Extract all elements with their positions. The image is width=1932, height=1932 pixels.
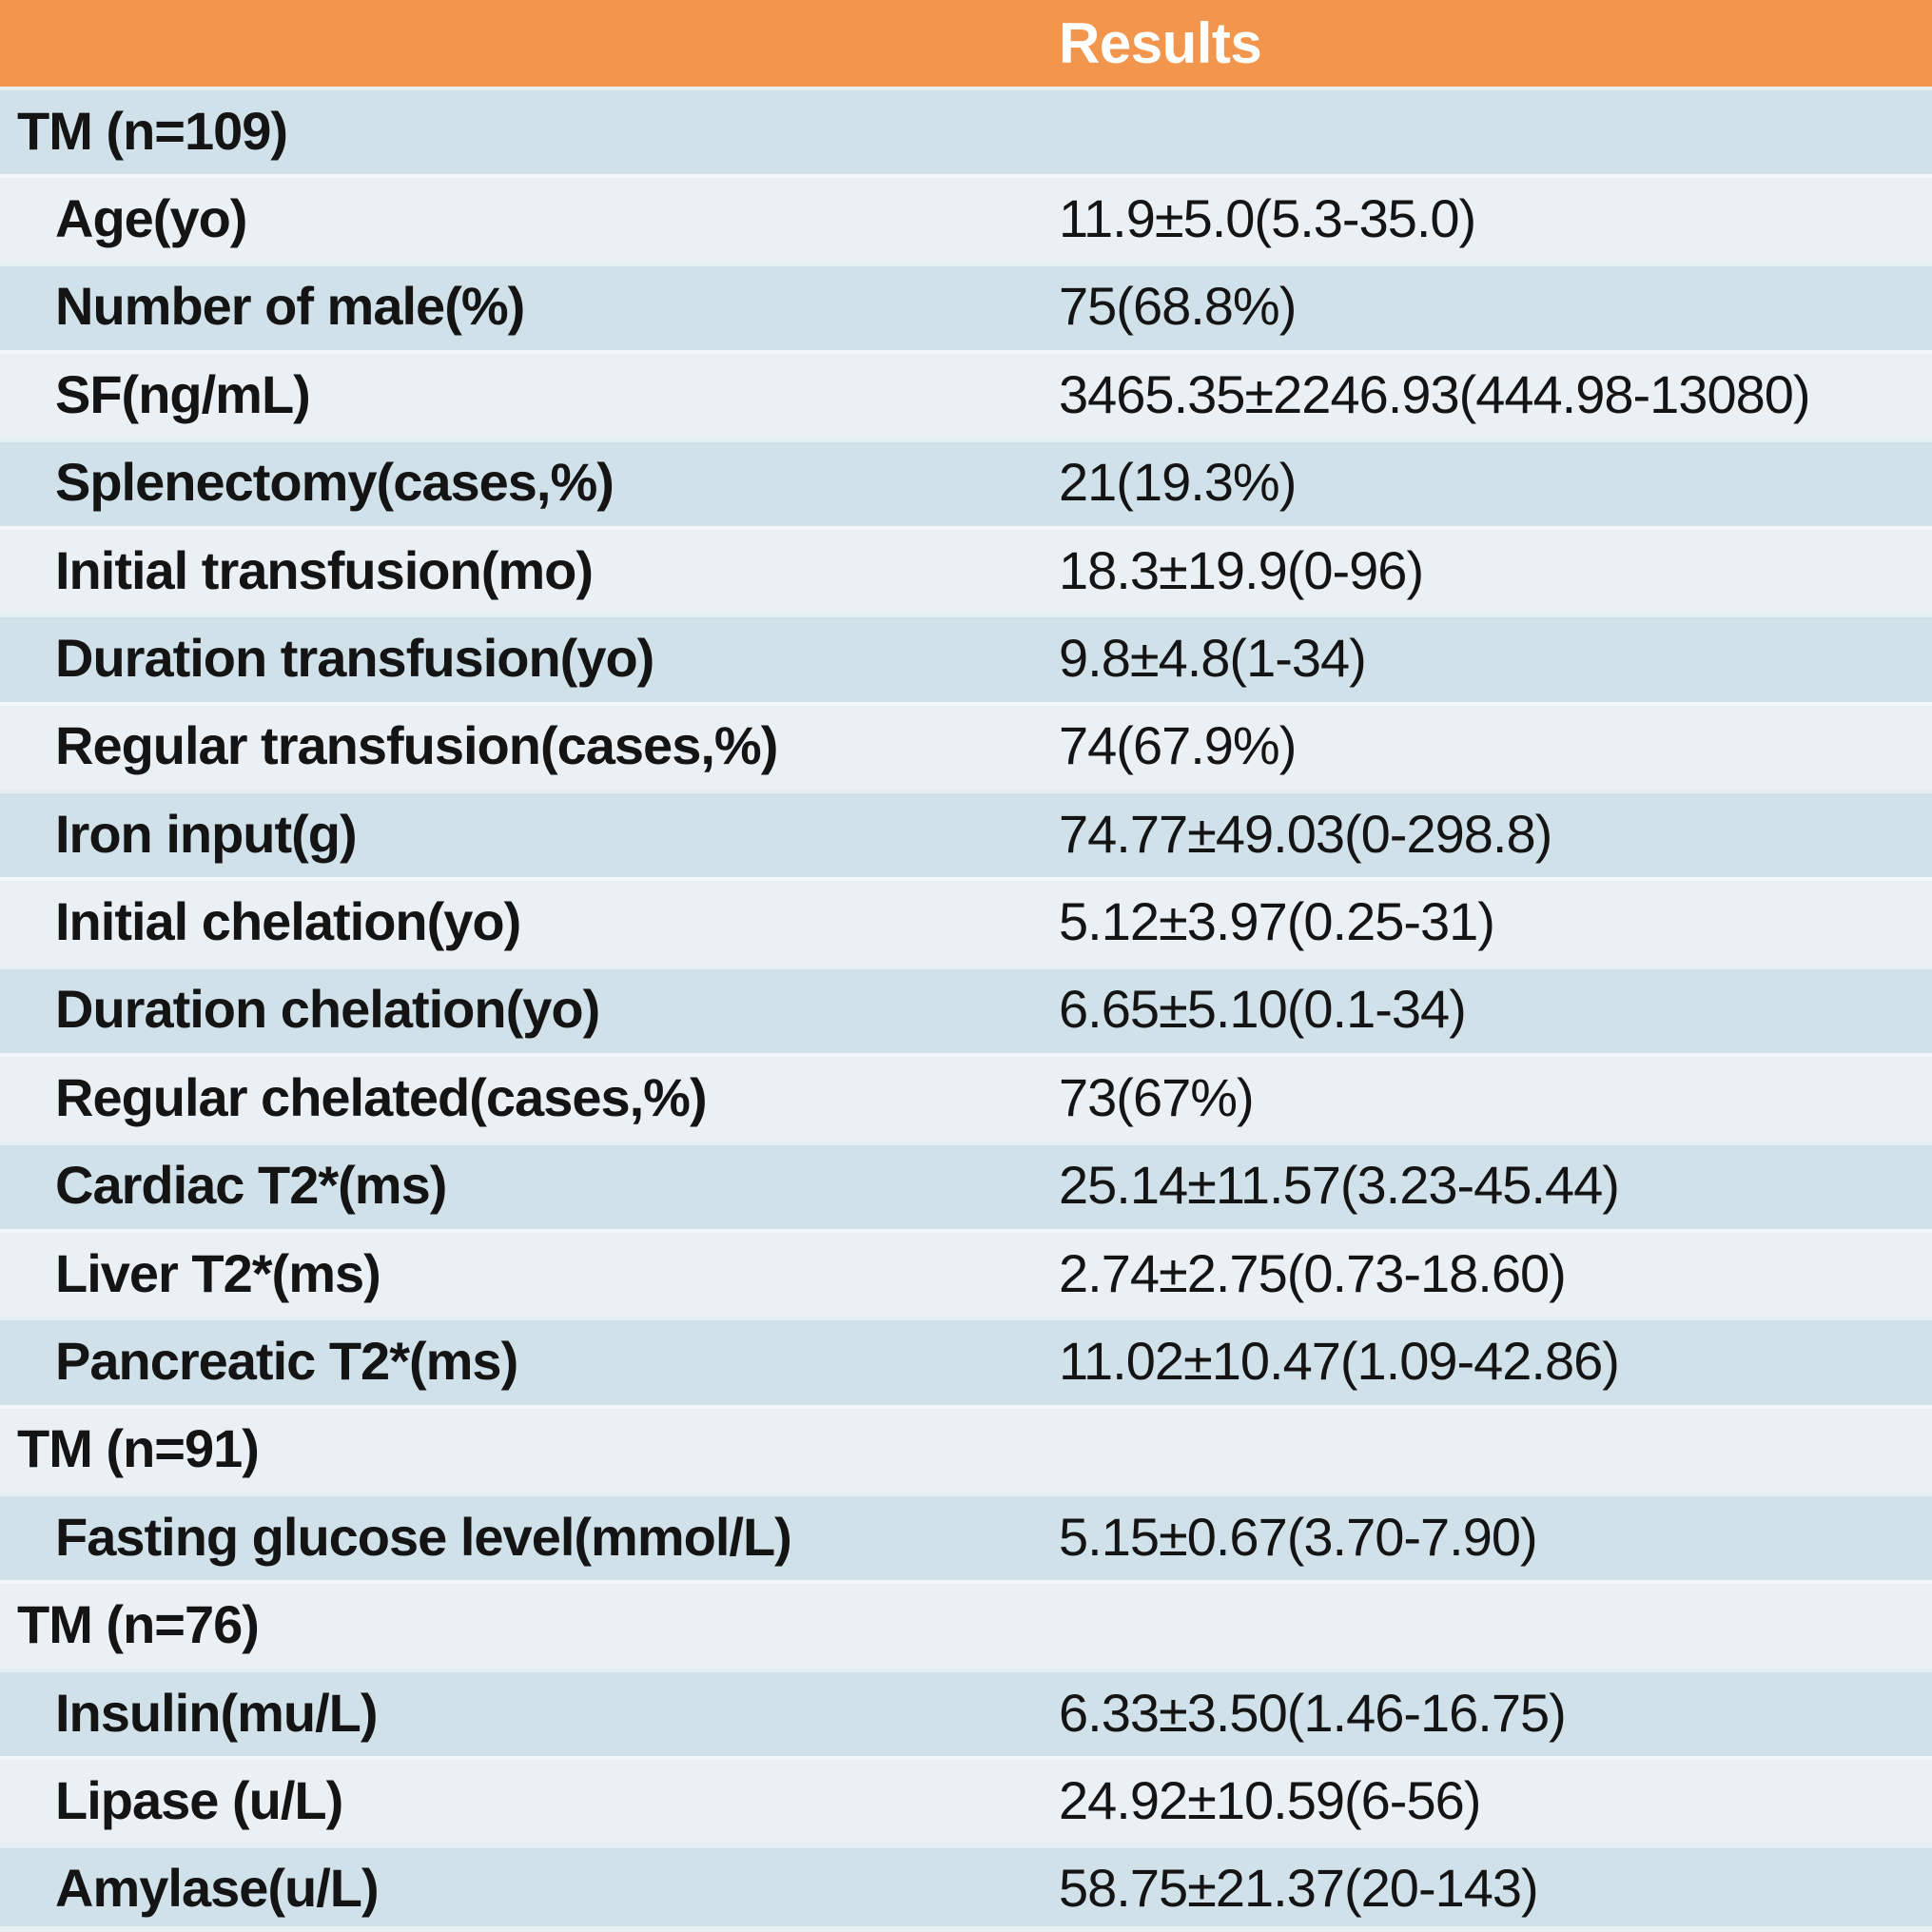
table-row	[0, 966, 1932, 1053]
row-label: Number of male(%)	[55, 276, 525, 337]
row-value: 73(67%)	[1059, 1066, 1254, 1127]
row-value: 2.74±2.75(0.73-18.60)	[1059, 1242, 1566, 1303]
row-value: 25.14±11.57(3.23-45.44)	[1059, 1155, 1619, 1216]
row-label: Pancreatic T2*(ms)	[55, 1331, 518, 1392]
table-row	[0, 702, 1932, 790]
row-label: Liver T2*(ms)	[55, 1242, 381, 1303]
table-row	[0, 1669, 1932, 1756]
row-label: Iron input(g)	[55, 803, 357, 864]
row-value: 11.02±10.47(1.09-42.86)	[1059, 1331, 1619, 1392]
row-value: 9.8±4.8(1-34)	[1059, 627, 1366, 688]
table-row	[0, 1317, 1932, 1404]
row-value: 74.77±49.03(0-298.8)	[1059, 803, 1552, 864]
row-value: 58.75±21.37(20-143)	[1059, 1858, 1538, 1919]
row-label: SF(ng/mL)	[55, 363, 310, 424]
table-row	[0, 1142, 1932, 1229]
row-value: 24.92±10.59(6-56)	[1059, 1769, 1481, 1830]
table-body	[0, 87, 1932, 1932]
table-row	[0, 1229, 1932, 1317]
row-label: Fasting glucose level(mmol/L)	[55, 1506, 791, 1567]
row-value: 3465.35±2246.93(444.98-13080)	[1059, 363, 1810, 424]
row-value: 5.12±3.97(0.25-31)	[1059, 891, 1494, 952]
row-label: Duration transfusion(yo)	[55, 627, 654, 688]
table-row	[0, 263, 1932, 350]
row-value: 11.9±5.0(5.3-35.0)	[1059, 188, 1476, 249]
table-row	[0, 1053, 1932, 1141]
row-value: 5.15±0.67(3.70-7.90)	[1059, 1506, 1537, 1567]
table-row	[0, 350, 1932, 438]
row-label: Initial chelation(yo)	[55, 891, 521, 952]
table-row	[0, 614, 1932, 701]
row-value: 75(68.8%)	[1059, 276, 1297, 337]
row-label: Splenectomy(cases,%)	[55, 452, 614, 513]
row-value: 21(19.3%)	[1059, 452, 1297, 513]
row-label: TM (n=109)	[17, 100, 288, 161]
table-row	[0, 174, 1932, 262]
row-label: Duration chelation(yo)	[55, 979, 600, 1040]
table-row	[0, 439, 1932, 526]
row-label: Age(yo)	[55, 188, 247, 249]
row-value: 6.33±3.50(1.46-16.75)	[1059, 1682, 1566, 1743]
row-label: Lipase (u/L)	[55, 1769, 343, 1830]
row-label: Cardiac T2*(ms)	[55, 1155, 447, 1216]
table-row	[0, 877, 1932, 965]
row-value: 6.65±5.10(0.1-34)	[1059, 979, 1466, 1040]
table-row	[0, 1493, 1932, 1580]
row-value: 74(67.9%)	[1059, 715, 1297, 776]
table-bottom-divider	[0, 1926, 1932, 1932]
results-column-header: Results	[1059, 11, 1262, 75]
table-row	[0, 1844, 1932, 1932]
row-label: TM (n=76)	[17, 1594, 259, 1655]
row-value: 18.3±19.9(0-96)	[1059, 539, 1424, 600]
table-row	[0, 790, 1932, 877]
row-label: Initial transfusion(mo)	[55, 539, 593, 600]
row-label: Regular transfusion(cases,%)	[55, 715, 778, 776]
table-row	[0, 526, 1932, 614]
row-label: TM (n=91)	[17, 1418, 259, 1479]
table-row	[0, 1756, 1932, 1844]
section-header-row	[0, 87, 1932, 174]
table-header-row	[0, 0, 1932, 87]
row-label: Insulin(mu/L)	[55, 1682, 378, 1743]
row-label: Amylase(u/L)	[55, 1858, 379, 1919]
section-header-row	[0, 1405, 1932, 1493]
row-label: Regular chelated(cases,%)	[55, 1066, 707, 1127]
section-header-row	[0, 1580, 1932, 1668]
